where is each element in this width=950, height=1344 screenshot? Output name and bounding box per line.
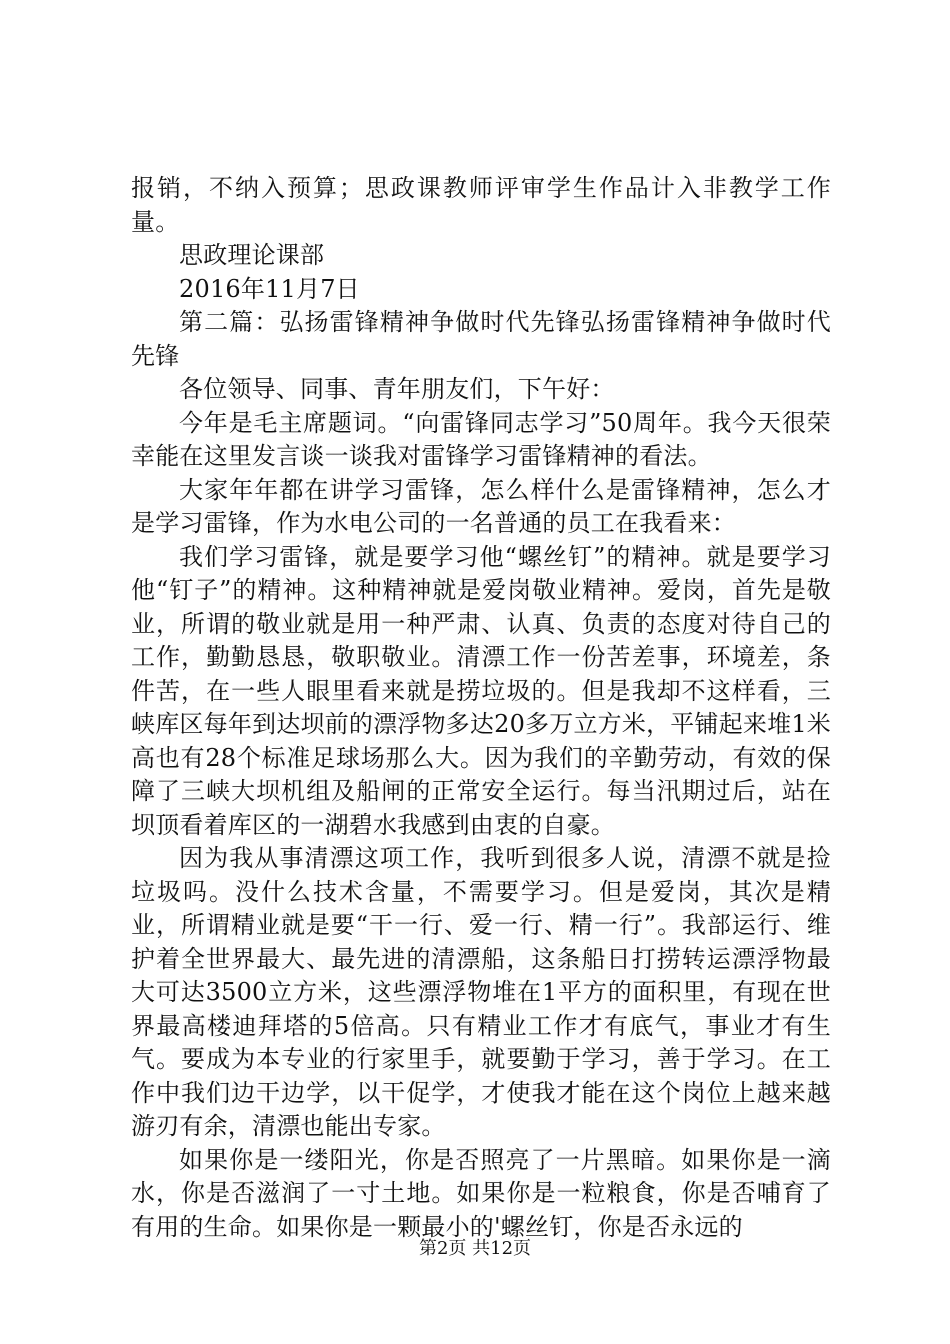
paragraph: 大家年年都在讲学习雷锋，怎么样什么是雷锋精神，怎么才是学习雷锋，作为水电公司的一名普通的员工在我看来： xyxy=(131,475,831,537)
paragraph-continuation: 报销，不纳入预算；思政课教师评审学生作品计入非教学工作量。 xyxy=(131,174,831,236)
signature-date: 2016年11月7日 xyxy=(179,274,360,303)
greeting: 各位领导、同事、青年朋友们，下午好： xyxy=(179,375,615,403)
page-number-footer: 第2页 共12页 xyxy=(418,1238,532,1259)
paragraph: 今年是毛主席题词。“向雷锋同志学习”50周年。我今天很荣幸能在这里发言谈一谈我对雷锋学习雷锋精神的看法。 xyxy=(131,408,831,470)
paragraph: 如果你是一缕阳光，你是否照亮了一片黑暗。如果你是一滴水，你是否滋润了一寸土地。如果你是一粒粮食，你是否哺育了有用的生命。如果你是一颗最小的'螺丝钉，你是否永远的 xyxy=(131,1145,831,1241)
paragraph: 因为我从事清漂这项工作，我听到很多人说，清漂不就是捡垃圾吗。没什么技术含量，不需要学习。但是爱岗，其次是精业，所谓精业就是要“干一行、爱一行、精一行”。我部运行、维护着全世界最大、最先进的清漂船，这条船日打捞转运漂浮物最大可达3500立方米，这些漂浮物堆在1平方的面积里，有现在世界最高楼迪拜塔的5倍高。只有精业工作才有底气，事业才有生气。要成为本专业的行家里手，就要勤于学习，善于学习。在工作中我们边干边学，以干促学，才使我才能在这个岗位上越来越游刃有余，清漂也能出专家。 xyxy=(131,844,831,1140)
paragraph: 我们学习雷锋，就是要学习他“螺丝钉”的精神。就是要学习他“钉子”的精神。这种精神就是爱岗敬业精神。爱岗，首先是敬业，所谓的敬业就是用一种严肃、认真、负责的态度对待自己的工作，勤勤恳恳，敬职敬业。清漂工作一份苦差事，环境差，条件苦，在一些人眼里看来就是捞垃圾的。但是我却不这样看，三峡库区每年到达坝前的漂浮物多达20多万立方米，平铺起来堆1米高也有28个标准足球场那么大。因为我们的辛勤劳动，有效的保障了三峡大坝机组及船闸的正常安全运行。每当汛期过后，站在坝顶看着库区的一湖碧水我感到由衷的自豪。 xyxy=(131,542,831,839)
document-body xyxy=(131,172,831,1244)
section-heading: 第二篇：弘扬雷锋精神争做时代先锋弘扬雷锋精神争做时代先锋 xyxy=(131,308,831,370)
signature-department: 思政理论课部 xyxy=(179,241,325,269)
